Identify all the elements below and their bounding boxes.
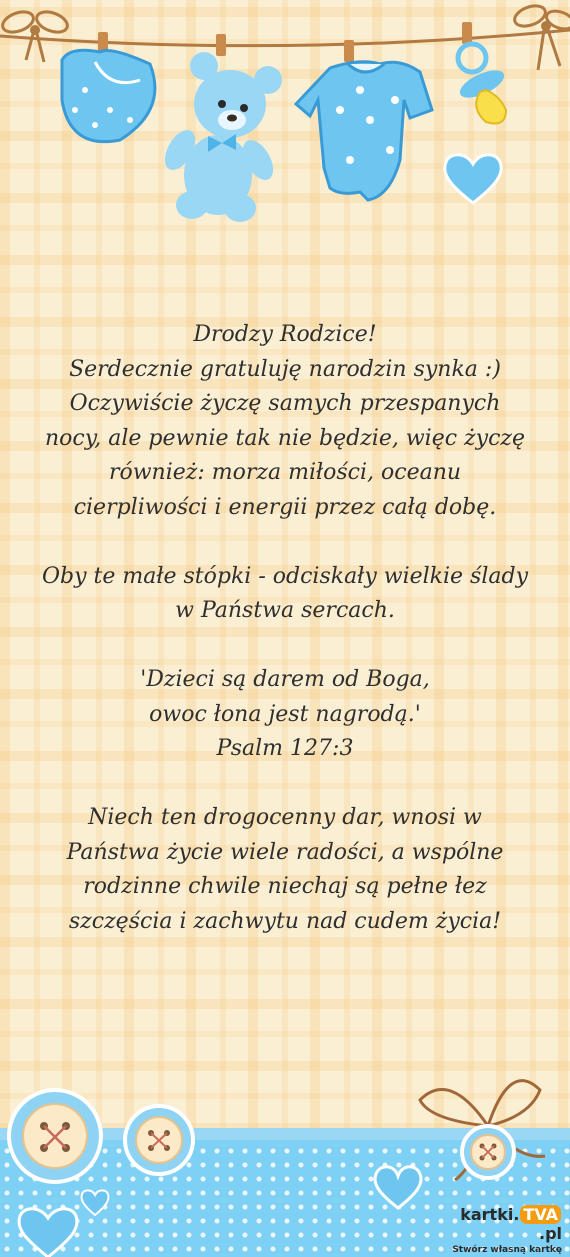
logo-brand-suffix: .pl bbox=[538, 1224, 562, 1243]
message-line: Oczywiście życzę samych przespanych bbox=[69, 391, 501, 416]
rope-bow-right-icon bbox=[512, 2, 570, 70]
heart-icon bbox=[445, 155, 502, 203]
logo-brand bbox=[446, 1205, 562, 1243]
message-line: nocy, ale pewnie tak nie będzie, więc życzę bbox=[44, 425, 525, 451]
message-line: Serdecznie gratuluję narodzin synka :) bbox=[69, 356, 501, 382]
logo-tagline: Stwórz własną kartkę bbox=[452, 1245, 562, 1255]
message-line: szczęścia i zachwytu nad cudem życia! bbox=[68, 908, 502, 934]
button-icon-large bbox=[9, 1090, 101, 1182]
quote-line: owoc łona jest nagrodą.' bbox=[149, 701, 421, 727]
button-icon-medium bbox=[125, 1106, 193, 1174]
paragraph-gap bbox=[20, 767, 550, 802]
paragraph-gap bbox=[20, 629, 550, 664]
message-line: Oby te małe stópki - odciskały wielkie ślady bbox=[42, 563, 528, 589]
message-line: również: morza miłości, oceanu bbox=[108, 460, 462, 485]
message-line: rodzinne chwile niechaj są pełne łez bbox=[83, 874, 487, 899]
message-line: w Państwa sercach. bbox=[175, 598, 395, 623]
baby-bib-icon bbox=[62, 32, 155, 142]
logo-brand-tv: TVA bbox=[520, 1205, 561, 1224]
quote-line: 'Dzieci są darem od Boga, bbox=[140, 667, 430, 692]
greeting-line: Drodzy Rodzice! bbox=[193, 322, 377, 347]
kartki-logo[interactable] bbox=[446, 1205, 562, 1253]
button-icon-small bbox=[462, 1126, 514, 1178]
logo-brand-prefix: kartki. bbox=[460, 1205, 520, 1224]
teddy-bear-icon bbox=[159, 34, 282, 222]
quote-source: Psalm 127:3 bbox=[216, 736, 354, 761]
baby-onesie-icon bbox=[296, 40, 432, 200]
message-line: cierpliwości i energii przez całą dobę. bbox=[73, 494, 497, 520]
paragraph-gap bbox=[20, 525, 550, 560]
message-line: Państwa życie wiele radości, a wspólne bbox=[66, 839, 504, 865]
rope-bow-left-icon bbox=[0, 8, 70, 62]
message-line: Niech ten drogocenny dar, wnosi w bbox=[88, 805, 482, 830]
clothesline-decoration bbox=[0, 0, 570, 240]
card-message bbox=[20, 318, 550, 939]
